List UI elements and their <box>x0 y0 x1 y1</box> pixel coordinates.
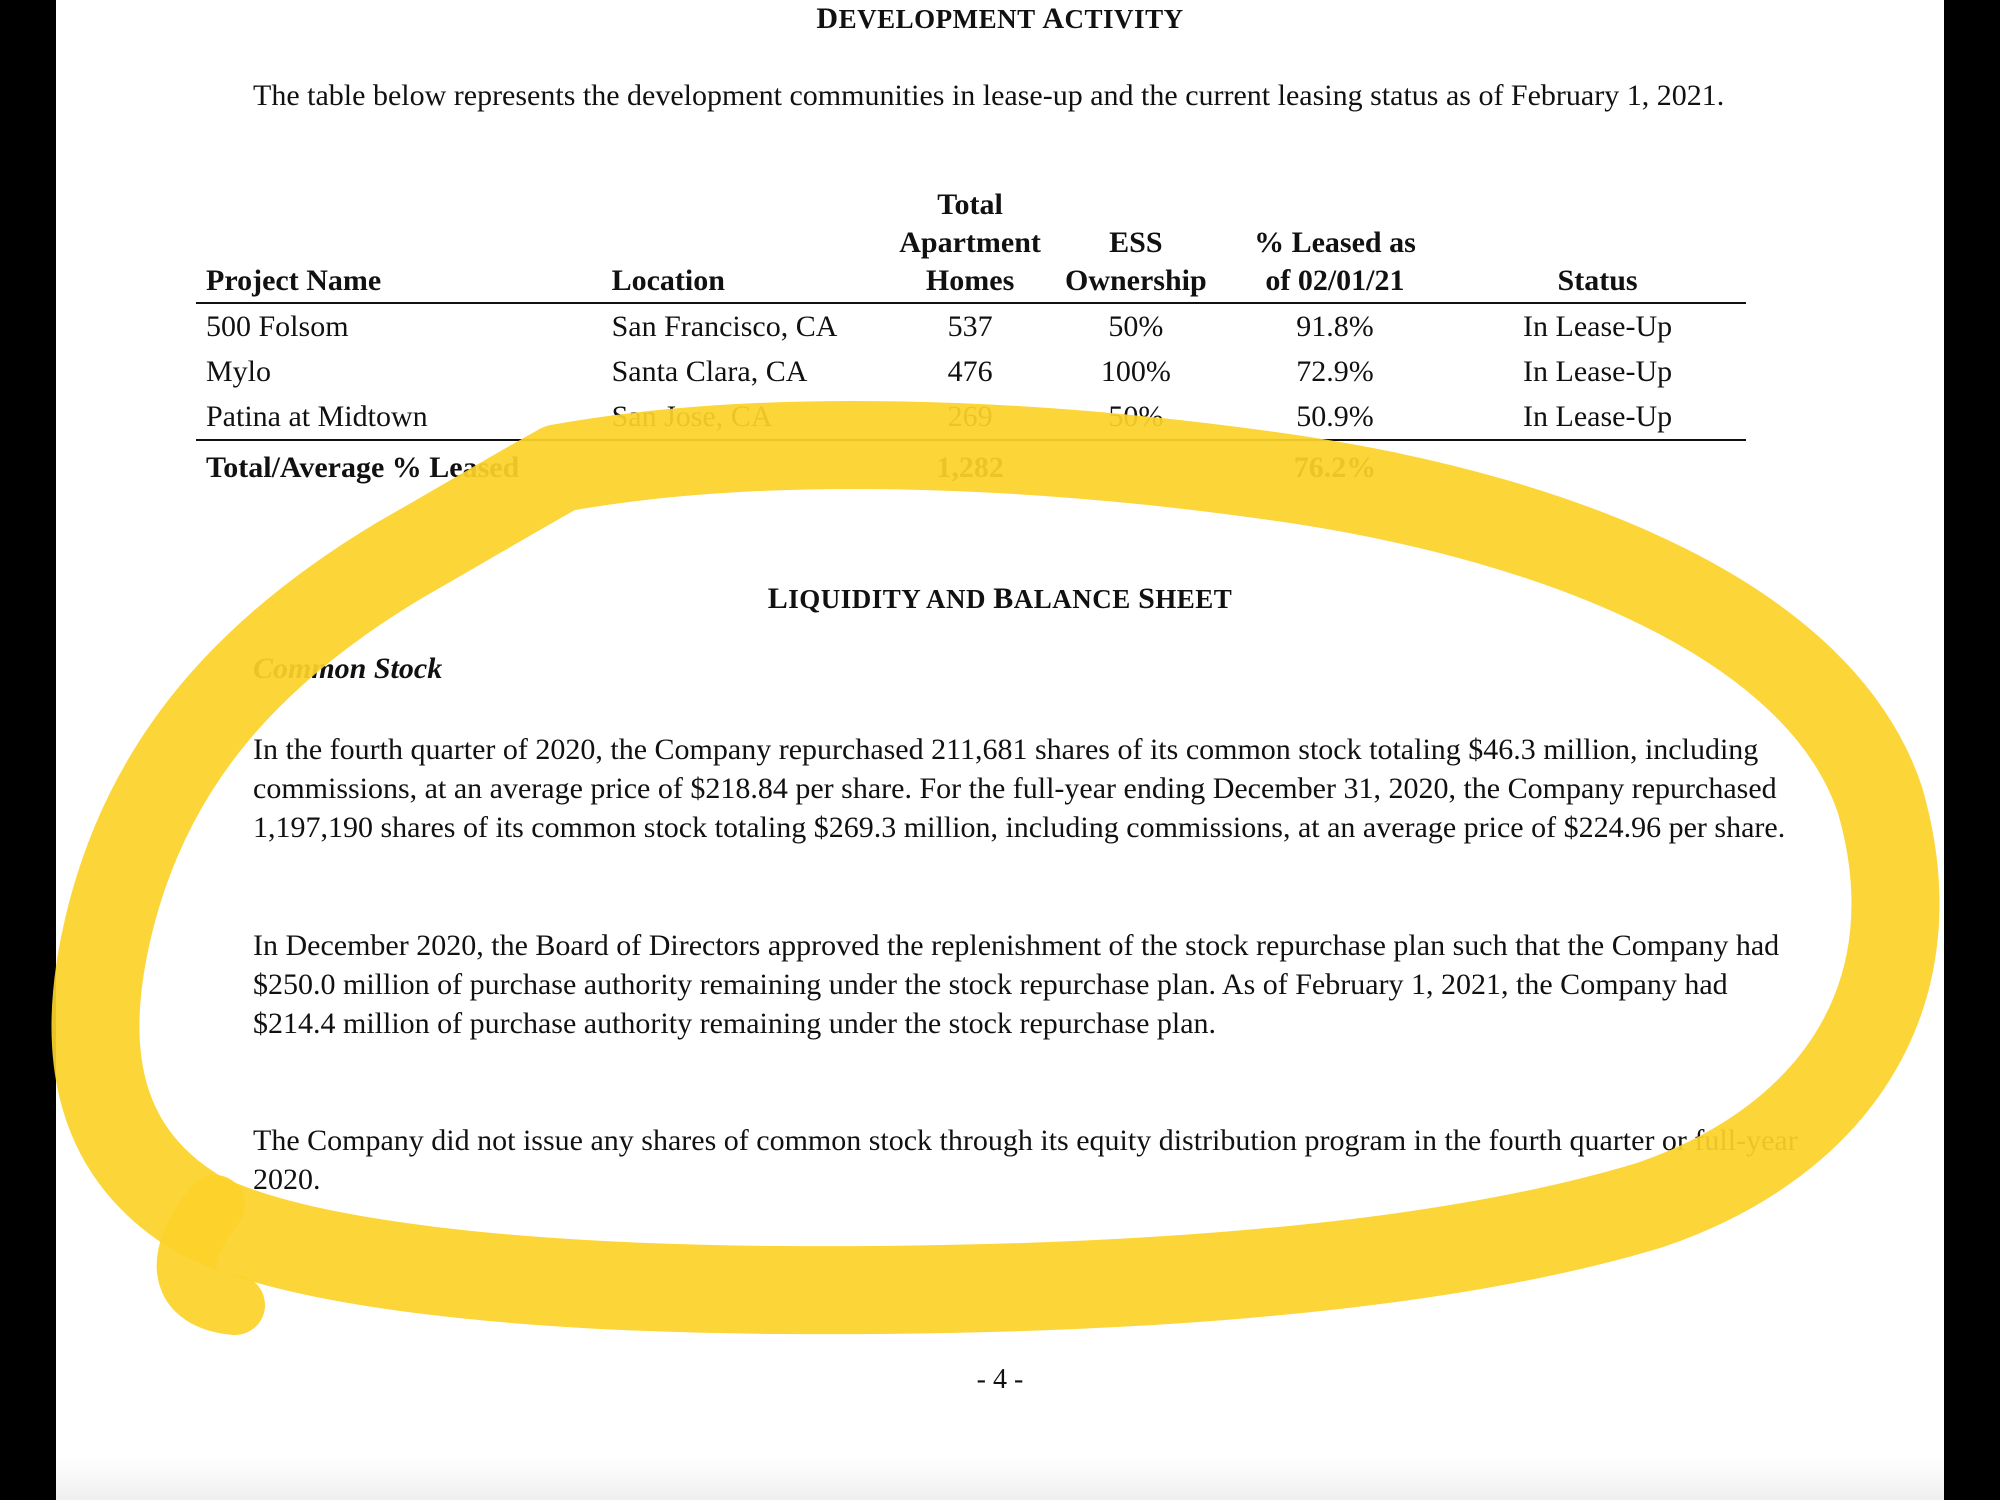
cell-status: In Lease-Up <box>1449 394 1746 440</box>
total-leased: 76.2% <box>1293 451 1377 484</box>
cell-project: 500 Folsom <box>206 310 349 343</box>
table-row <box>196 303 1746 349</box>
equity-distribution-paragraph: The Company did not issue any shares of common stock through its equity distribution program in the fourth quarter or full-year 2020. <box>253 1124 1798 1196</box>
common-stock-subheading: Common Stock <box>253 652 443 685</box>
cell-leased: 50.9% <box>1221 394 1449 440</box>
repurchase-paragraph: In the fourth quarter of 2020, the Company repurchased 211,681 shares of its common stock totaling $46.3 million, including commissions, at an average price of $218.84 per share. For the full-year ending December 31, 2020, the Company repurchased 1,197,190 shares of its common stock totaling $269.3 million, including commissions, at an average price of $224.96 per share. <box>253 733 1786 844</box>
cell-project: Patina at Midtown <box>196 394 602 440</box>
cell-homes: 476 <box>947 355 993 388</box>
cell-homes: 269 <box>889 394 1051 440</box>
header-location: Location <box>602 186 890 303</box>
cell-leased: 72.9% <box>1296 355 1374 388</box>
cell-ess: 100% <box>1100 355 1171 388</box>
cell-leased: 91.8% <box>1296 310 1374 343</box>
table-row <box>196 394 1746 440</box>
header-project-name: Project Name <box>196 186 602 303</box>
cell-status: In Lease-Up <box>1523 310 1673 343</box>
development-intro-paragraph: The table below represents the development communities in lease-up and the current leasing status as of February 1, 2021. <box>253 79 1725 112</box>
replenishment-paragraph: In December 2020, the Board of Directors approved the replenishment of the stock repurchase plan such that the Company had $250.0 million of purchase authority remaining under the stock repurchase plan. As of February 1, 2021, the Company had $214.4 million of purchase authority remaining under the stock repurchase plan. <box>253 929 1780 1040</box>
document-page <box>56 0 1944 1500</box>
table-total-row <box>196 440 1746 490</box>
cell-ess: 50% <box>1108 310 1164 343</box>
cell-project: Mylo <box>206 355 272 388</box>
cell-status: In Lease-Up <box>1523 355 1673 388</box>
cell-location: San Jose, CA <box>602 394 890 440</box>
header-percent-leased: % Leased as of 02/01/21 <box>1221 186 1449 303</box>
cell-location: Santa Clara, CA <box>611 355 808 388</box>
total-homes: 1,282 <box>936 451 1004 484</box>
cell-ess: 50% <box>1051 394 1221 440</box>
development-table <box>196 186 1746 490</box>
header-ess-ownership: ESS Ownership <box>1051 186 1221 303</box>
page-number: - 4 - <box>976 1364 1024 1395</box>
cell-homes: 537 <box>947 310 993 343</box>
header-status: Status <box>1449 186 1746 303</box>
table-header-row <box>196 186 1746 303</box>
header-total-apartment-homes: Total Apartment Homes <box>889 186 1051 303</box>
cell-location: San Francisco, CA <box>611 310 838 343</box>
page-edge-shadow <box>56 1456 1944 1500</box>
development-activity-heading: DEVELOPMENT ACTIVITY <box>816 2 1184 35</box>
liquidity-balance-sheet-heading: LIQUIDITY AND BALANCE SHEET <box>767 582 1233 615</box>
table-row <box>196 349 1746 394</box>
total-label: Total/Average % Leased <box>206 451 520 484</box>
